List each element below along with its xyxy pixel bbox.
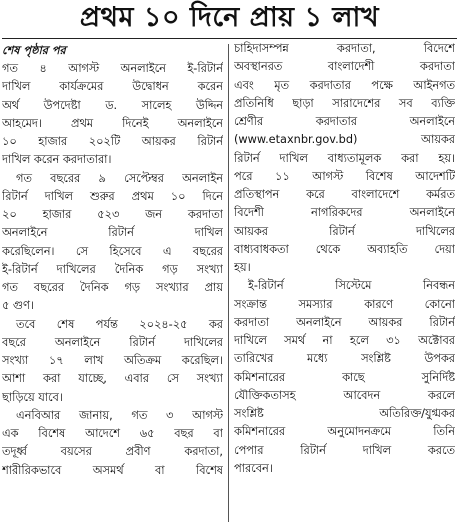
text-line: চাহিদাসম্পন্ন করদাতা, বিদেশে (234, 42, 455, 55)
text-line: বাধ্যবাধকতা থেকে অব্যাহতি দেয়া (234, 242, 455, 256)
text-line: ২০ হাজার ৫২৩ জন করদাতা (2, 208, 223, 221)
text-line: এবং মৃত করদাতার পক্ষে আইনগত (234, 78, 455, 92)
text-line: রিটার্ন দাখিল বাধ্যতামূলক করা হয়। (234, 151, 455, 165)
text-line: শ্রেণীর করদাতার অনলাইনে (234, 115, 455, 128)
text-line: (www.etaxnbr.gov.bd) আয়কর (234, 133, 455, 147)
text-line: হয়। (234, 261, 251, 274)
text-line: কমিশনারের কাছে সুনির্দিষ্ট (234, 370, 455, 384)
column-divider (228, 44, 229, 522)
text-line: ছাড়িয়ে যাবে। (2, 390, 63, 404)
text-line: এনবিআর জানায়, গত ৩ আগস্ট (16, 408, 223, 422)
text-line: ই-রিটার্ন দাখিলের দৈনিক গড় সংখ্যা (2, 262, 223, 276)
left-column (2, 40, 223, 480)
text-line: গত ৪ আগস্ট অনলাইনে ই-রিটার্ন (2, 62, 223, 75)
left-column-body (2, 60, 223, 480)
text-line: অর্থ উপদেষ্টা ড. সালেহ উদ্দিন (2, 98, 223, 112)
text-line: প্রতিনিধি ছাড়া সারাদেশের সব ব্যক্তি (234, 96, 455, 110)
text-line: দাখিল কার্যক্রমের উদ্বোধন করেন (2, 80, 223, 94)
text-line: রিটার্ন দাখিল শুরুর প্রথম ১০ দিনে (2, 189, 223, 203)
text-line: বছরে অনলাইনে রিটার্ন দাখিলের (2, 335, 223, 349)
text-line: গত বছরের দৈনিক গড় সংখ্যার প্রায় (2, 281, 223, 294)
text-line: করেছিলেন। সে হিসেবে এ বছরের (2, 244, 223, 258)
text-line: করদাতা অনলাইনে আয়কর রিটার্ন (234, 315, 455, 329)
text-line: তবে শেষ পর্যন্ত ২০২৪-২৫ কর (16, 317, 223, 331)
text-line: এক বিশেষ আদেশে ৬৫ বছর বা (2, 427, 223, 440)
right-column-body (234, 40, 455, 478)
text-line: শারীরিকভাবে অসমর্থ বা বিশেষ (2, 463, 223, 477)
text-line: ৫ গুণ। (2, 299, 34, 313)
kicker: শেষ পৃষ্ঠার পর (2, 44, 66, 57)
text-line: সংক্রান্ত সমস্যার কারণে কোনো (234, 297, 455, 311)
text-line: পেপার রিটার্ন দাখিল করতে (234, 443, 455, 457)
text-line: বিদেশী নাগরিকদের অনলাইনে (234, 206, 455, 220)
text-line: ই-রিটার্ন সিস্টেমে নিবন্ধন (248, 279, 455, 293)
text-line: আয়কর রিটার্ন দাখিলের (234, 224, 455, 238)
text-line: প্রতিস্থাপন করে বাংলাদেশে কর্মরত (234, 188, 455, 201)
text-line: কমিশনারের অনুমোদনক্রমে তিনি (234, 425, 455, 439)
text-line: পরে ১১ আগস্ট বিশেষ আদেশটি (234, 169, 455, 183)
text-line: দাখিল করেন করদাতারা। (2, 153, 112, 167)
right-column (234, 40, 455, 478)
text-line: সংখ্যা ১৭ লাখ অতিক্রম করেছিল। (2, 354, 223, 367)
text-line: দাখিলে সমর্থ না হলে ৩১ অক্টোবর (234, 334, 455, 347)
text-line: পারবেন। (234, 461, 273, 475)
text-line: তদূর্ধ্ব বয়সের প্রবীণ করদাতা, (2, 445, 223, 459)
headline-rule (2, 38, 457, 39)
text-line: অনলাইনে রিটার্ন দাখিল (2, 226, 223, 240)
text-line: আহমেদ। প্রথম দিনেই অনলাইনে (2, 116, 223, 130)
text-line: সংশ্লিষ্ট অতিরিক্ত/যুগ্মকর (234, 407, 455, 420)
text-line: অবস্থানরত বাংলাদেশী করদাতা (234, 60, 455, 74)
text-line: যৌক্তিকতাসহ আবেদন করলে (234, 388, 455, 402)
text-line: তারিখের মধ্যে সংশ্লিষ্ট উপকর (234, 352, 455, 366)
text-line: ১০ হাজার ২০২টি আয়কর রিটার্ন (2, 135, 223, 148)
text-line: গত বছরের ৯ সেপ্টেম্বর অনলাইন (16, 171, 223, 185)
headline: প্রথম ১০ দিনে প্রায় ১ লাখ (79, 2, 380, 33)
text-line: আশা করা যাচ্ছে, এবার সে সংখ্যা (2, 372, 223, 386)
